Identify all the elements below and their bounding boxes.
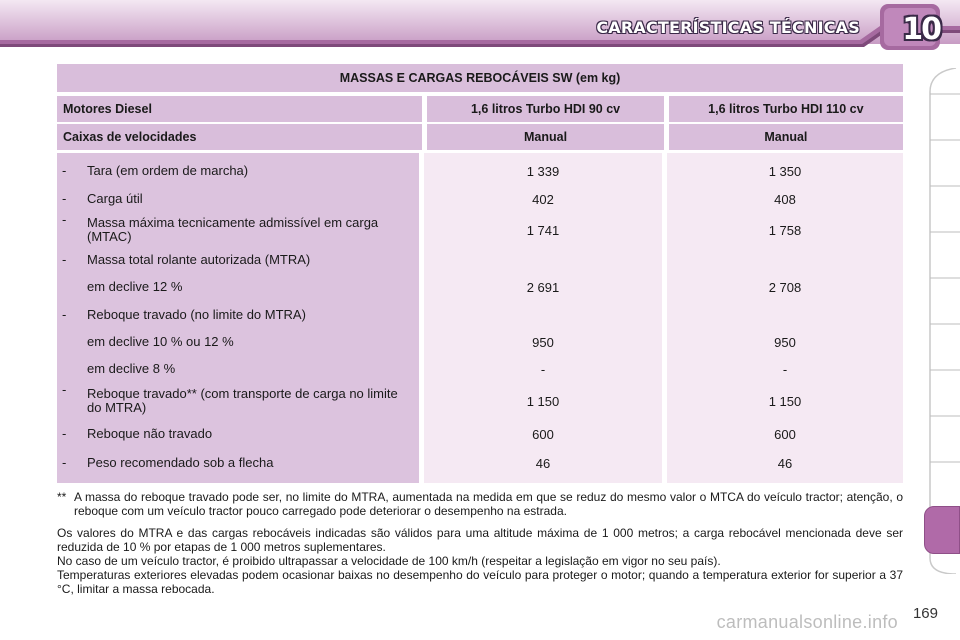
- labels-column: [57, 153, 419, 483]
- engine-1-header: 1,6 litros Turbo HDI 90 cv: [427, 96, 663, 122]
- table-cell-value: 46: [535, 455, 551, 471]
- table-cell-value: 2 691: [526, 279, 560, 295]
- table-cell-value: 46: [777, 455, 793, 471]
- table-cell-value: 2 708: [768, 279, 802, 295]
- engine-2-values-column: [667, 153, 903, 483]
- watermark-text: carmanualsonline.info: [716, 612, 898, 632]
- table-row-label: em declive 8 %: [87, 361, 176, 376]
- chapter-title: CARACTERÍSTICAS TÉCNICAS: [596, 18, 860, 37]
- page-number: 169: [912, 605, 938, 622]
- note-paragraph-1: Os valores do MTRA e das cargas rebocáveis indicadas são válidos para uma altitude máxima de 1 000 metros; a carga rebocável mencionada deve ser reduzida de 10 % por etapas de 1 000 metros suplementares.: [57, 526, 903, 554]
- footnote-text: A massa do reboque travado pode ser, no limite do MTRA, aumentada na medida em que se reduz do mesmo valor o MTCA do veículo tractor; atenção, o reboque com um veículo tractor pouco carregado pode deteriorar o desempenho na estrada.: [74, 490, 903, 518]
- chapter-tab-strip: [926, 68, 960, 574]
- table-cell-value: 600: [532, 426, 554, 442]
- chapter-number: 10: [902, 12, 940, 47]
- table-cell-value: 1 150: [526, 393, 560, 409]
- gearbox-label: Caixas de velocidades: [57, 124, 422, 150]
- note-paragraph-3: Temperaturas exteriores elevadas podem ocasionar baixas no desempenho do veículo para proteger o motor; quando a temperatura exterior for superior a 37 °C, limitar a massa rebocada.: [57, 568, 903, 596]
- table-row-label: - Carga útil: [62, 191, 143, 206]
- table-row-label: em declive 12 %: [87, 279, 183, 294]
- table-row-label: - Massa total rolante autorizada (MTRA): [62, 252, 311, 267]
- table-cell-value: [667, 247, 903, 273]
- table-cell-value: 1 150: [768, 393, 802, 409]
- table-cell-value: 408: [774, 191, 796, 207]
- towing-masses-table: [57, 64, 903, 483]
- table-cell-value: [424, 247, 662, 273]
- table-cell-value: 600: [774, 426, 796, 442]
- table-row-label: - Reboque não travado: [62, 426, 213, 441]
- engine-1-values-column: [424, 153, 662, 483]
- table-row-label: - Tara (em ordem de marcha): [62, 163, 249, 178]
- table-cell-value: [424, 301, 662, 329]
- table-row-label: - Reboque travado (no limite do MTRA): [62, 307, 306, 322]
- table-cell-value: -: [782, 361, 788, 377]
- table-cell-value: 950: [774, 334, 796, 350]
- engines-label: Motores Diesel: [57, 96, 422, 122]
- table-cell-value: 402: [532, 191, 554, 207]
- table-cell-value: 1 339: [526, 163, 560, 179]
- gearbox-1-header: Manual: [427, 124, 663, 150]
- engine-2-header: 1,6 litros Turbo HDI 110 cv: [669, 96, 903, 122]
- notes-section: [57, 490, 903, 596]
- engines-header-row: [57, 96, 903, 122]
- gearbox-header-row: [57, 124, 903, 150]
- table-title: MASSAS E CARGAS REBOCÁVEIS SW (em kg): [57, 64, 903, 94]
- table-body: [57, 153, 903, 483]
- chapter-tab-active[interactable]: [924, 506, 960, 554]
- table-cell-value: 1 758: [768, 222, 802, 238]
- table-cell-value: 1 350: [768, 163, 802, 179]
- table-cell-value: -: [540, 361, 546, 377]
- tab-strip-graphic: [926, 68, 960, 574]
- table-row-label: - Massa máxima tecnicamente admissível em carga (MTAC): [62, 212, 379, 244]
- table-cell-value: [667, 301, 903, 329]
- footnote-mark: **: [57, 490, 67, 504]
- footnote: [57, 490, 903, 518]
- note-paragraph-2: No caso de um veículo tractor, é proibido ultrapassar a velocidade de 100 km/h (respeitar a legislação em vigor no seu país).: [57, 554, 721, 568]
- table-cell-value: 1 741: [526, 222, 560, 238]
- header-band: [0, 0, 960, 50]
- table-row-label: - Reboque travado** (com transporte de carga no limite do MTRA): [62, 382, 398, 415]
- table-row-label: - Peso recomendado sob a flecha: [62, 455, 274, 470]
- table-row-label: em declive 10 % ou 12 %: [87, 334, 234, 349]
- table-cell-value: 950: [532, 334, 554, 350]
- gearbox-2-header: Manual: [669, 124, 903, 150]
